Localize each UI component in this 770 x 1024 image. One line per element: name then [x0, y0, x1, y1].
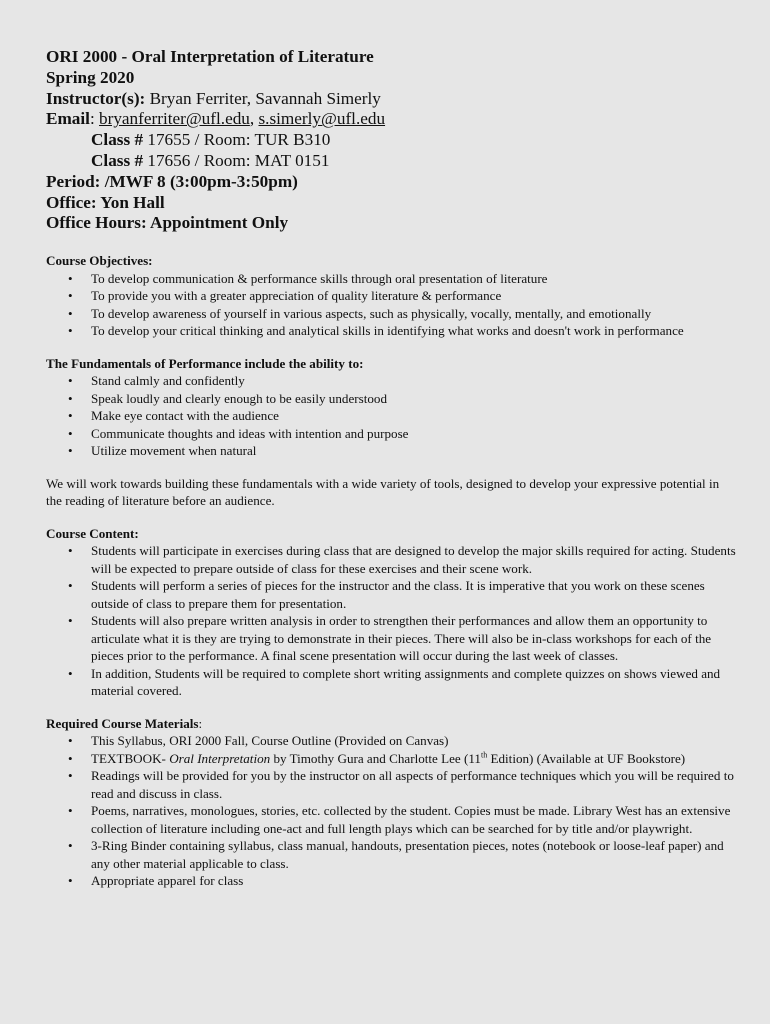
objectives-title: Course Objectives:	[46, 253, 153, 268]
list-item: • Readings will be provided for you by the instructor on all aspects of performance techniques which you will be required to read and discuss in class.	[46, 767, 736, 802]
email-line: Email: bryanferriter@ufl.edu, s.simerly@ufl.edu	[46, 109, 386, 129]
content-section	[46, 525, 736, 700]
list-item: • In addition, Students will be required to complete short writing assignments and complete quizzes on shows viewed and material covered.	[46, 665, 736, 700]
email-link-2[interactable]: s.simerly@ufl.edu	[258, 109, 386, 129]
materials-section	[46, 715, 736, 890]
intro-section	[46, 475, 736, 510]
materials-title: Required Course Materials:	[46, 715, 203, 731]
list-item: • Students will perform a series of pieces for the instructor and the class. It is imperative that you work on these scenes outside of class to prepare them for presentation.	[46, 577, 736, 612]
list-item: • To provide you with a greater appreciation of quality literature & performance	[46, 287, 736, 305]
materials-list	[46, 732, 736, 890]
email-link-1[interactable]: bryanferriter@ufl.edu	[99, 109, 250, 129]
instructors-label: Instructor(s):	[46, 88, 146, 108]
fundamentals-title: The Fundamentals of Performance include the ability to:	[46, 355, 364, 371]
fundamentals-list	[46, 372, 736, 460]
list-item: • Poems, narratives, monologues, stories, etc. collected by the student. Copies must be made. Library West has an extensive collection of literature including one-act and full length plays which can be searched for by title and/or playwright.	[46, 802, 736, 837]
list-item: • Students will participate in exercises during class that are designed to develop the major skills required for acting. Students will be expected to prepare outside of class for these exercises and their scene work.	[46, 542, 736, 577]
list-item: • Utilize movement when natural	[46, 442, 736, 460]
content-list	[46, 542, 736, 700]
list-item: • Make eye contact with the audience	[46, 407, 736, 425]
list-item: • To develop communication & performance skills through oral presentation of literature	[46, 270, 736, 288]
list-item: • Students will also prepare written analysis in order to strengthen their performances and allow them an opportunity to articulate what it is they are trying to demonstrate in their pieces. There will also be in-class workshops for each of the pieces prior to the performance. A final scene presentation will occur during the last week of classes.	[46, 612, 736, 665]
list-item: • 3-Ring Binder containing syllabus, class manual, handouts, presentation pieces, notes (notebook or loose-leaf paper) and any other material applicable to class.	[46, 837, 736, 872]
objectives-list	[46, 270, 736, 340]
objectives-section	[46, 252, 736, 340]
email-label: Email	[46, 109, 90, 129]
instructors-names: Bryan Ferriter, Savannah Simerly	[149, 88, 381, 108]
intro-paragraph: We will work towards building these fundamentals with a wide variety of tools, designed to develop your expressive potential in the reading of literature before an audience.	[46, 475, 720, 508]
period-line: Period: /MWF 8 (3:00pm-3:50pm)	[46, 171, 298, 191]
class-line-2: Class # 17656 / Room: MAT 0151	[91, 150, 330, 170]
textbook-title: Oral Interpretation	[169, 750, 271, 766]
office-hours-line: Office Hours: Appointment Only	[46, 213, 289, 233]
office-line: Office: Yon Hall	[46, 192, 165, 212]
list-item: • To develop awareness of yourself in various aspects, such as physically, vocally, mentally, and emotionally	[46, 305, 736, 323]
list-item-textbook: • TEXTBOOK- Oral Interpretation by Timothy Gura and Charlotte Lee (11th Edition) (Available at UF Bookstore)	[46, 750, 736, 768]
instructors-line	[46, 89, 385, 110]
course-title: ORI 2000 - Oral Interpretation of Literature	[46, 47, 374, 66]
content-title: Course Content:	[46, 525, 139, 541]
list-item: • To develop your critical thinking and analytical skills in identifying what works and doesn't work in performance	[46, 322, 736, 340]
list-item: • Stand calmly and confidently	[46, 372, 736, 390]
class-line-1: Class # 17655 / Room: TUR B310	[91, 130, 331, 150]
course-header	[46, 47, 385, 234]
list-item: • Speak loudly and clearly enough to be easily understood	[46, 390, 736, 408]
list-item: • Communicate thoughts and ideas with intention and purpose	[46, 425, 736, 443]
list-item: • This Syllabus, ORI 2000 Fall, Course Outline (Provided on Canvas)	[46, 732, 736, 750]
syllabus-body	[46, 252, 736, 905]
list-item: • Appropriate apparel for class	[46, 872, 736, 890]
fundamentals-section	[46, 355, 736, 460]
course-term: Spring 2020	[46, 67, 135, 87]
